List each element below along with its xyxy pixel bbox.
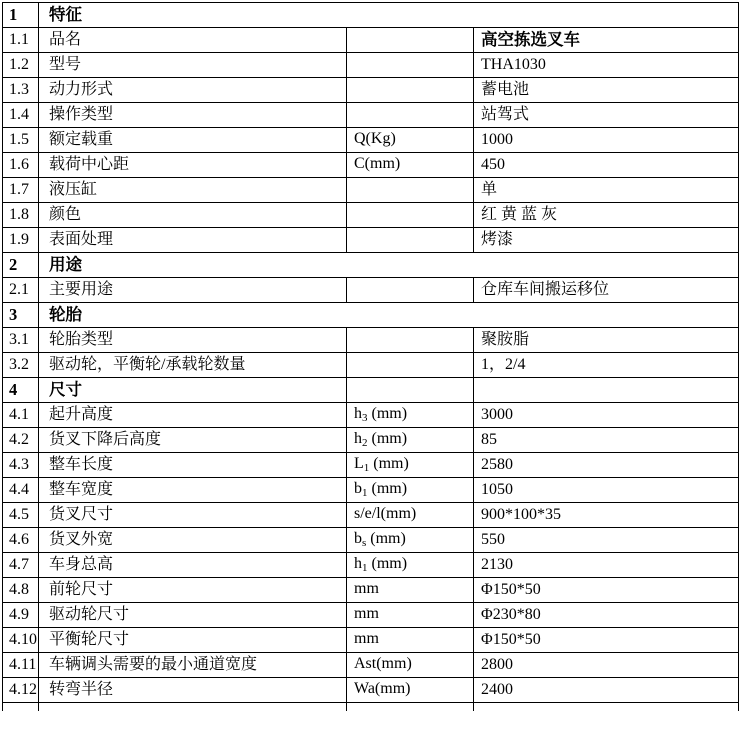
row-value-cell: 单 (474, 178, 739, 203)
row-symbol-cell (347, 553, 474, 578)
row-symbol-cell (347, 453, 474, 478)
row-number-cell: 4.2 (3, 428, 39, 453)
symbol-base: b (354, 530, 362, 547)
symbol-subscript: 1 (362, 487, 368, 499)
row-value-cell: 1，2/4 (474, 353, 739, 378)
table-row (3, 503, 739, 528)
symbol-base: mm (354, 630, 379, 647)
row-label-cell: 品名 (39, 28, 347, 53)
row-symbol-cell (347, 678, 474, 703)
spec-table (2, 2, 739, 711)
row-number-cell: 4.11 (3, 653, 39, 678)
row-symbol-cell (347, 603, 474, 628)
row-label-cell: 起升高度 (39, 403, 347, 428)
symbol-unit: (mm) (367, 555, 408, 572)
symbol-unit: (mm) (367, 405, 408, 422)
row-value-cell: 85 (474, 428, 739, 453)
row-symbol-cell (347, 503, 474, 528)
row-symbol-cell (347, 278, 474, 303)
row-value-cell: 聚胺脂 (474, 328, 739, 353)
row-value-cell: 1000 (474, 128, 739, 153)
row-label-cell: 整车宽度 (39, 478, 347, 503)
row-number-cell: 2 (3, 253, 39, 278)
empty-cell (474, 703, 739, 712)
row-label-cell: 型号 (39, 53, 347, 78)
row-number-cell: 1.7 (3, 178, 39, 203)
row-symbol-cell (347, 478, 474, 503)
table-row (3, 28, 739, 53)
spec-table-body (3, 3, 739, 712)
row-symbol-cell (347, 378, 474, 403)
row-label-cell: 动力形式 (39, 78, 347, 103)
row-number-cell: 1.9 (3, 228, 39, 253)
row-number-cell: 4.6 (3, 528, 39, 553)
table-row (3, 303, 739, 328)
table-row (3, 378, 739, 403)
table-row (3, 253, 739, 278)
empty-cell (347, 703, 474, 712)
empty-cell (3, 703, 39, 712)
row-symbol-cell (347, 653, 474, 678)
row-label-cell: 车辆调头需要的最小通道宽度 (39, 653, 347, 678)
row-number-cell: 2.1 (3, 278, 39, 303)
row-number-cell: 4.10 (3, 628, 39, 653)
row-label-cell: 额定载重 (39, 128, 347, 153)
row-symbol-cell (347, 178, 474, 203)
row-label-cell: 转弯半径 (39, 678, 347, 703)
row-symbol-cell (347, 78, 474, 103)
row-label-cell: 平衡轮尺寸 (39, 628, 347, 653)
row-value-cell: Φ150*50 (474, 578, 739, 603)
symbol-unit: (mm) (367, 430, 408, 447)
row-number-cell: 4 (3, 378, 39, 403)
row-symbol-cell (347, 228, 474, 253)
symbol-base: mm (354, 580, 379, 597)
table-row (3, 228, 739, 253)
row-value-cell: 蓄电池 (474, 78, 739, 103)
row-symbol-cell (347, 328, 474, 353)
empty-cell (39, 703, 347, 712)
symbol-base: h (354, 430, 362, 447)
row-number-cell: 1.2 (3, 53, 39, 78)
symbol-base: Ast(mm) (354, 655, 412, 672)
symbol-base: L (354, 455, 364, 472)
row-value-cell: 450 (474, 153, 739, 178)
row-label-cell: 轮胎类型 (39, 328, 347, 353)
table-row (3, 3, 739, 28)
row-value-cell: 红 黄 蓝 灰 (474, 203, 739, 228)
row-value-cell: 900*100*35 (474, 503, 739, 528)
row-symbol-cell (347, 28, 474, 53)
row-number-cell: 4.8 (3, 578, 39, 603)
symbol-base: C(mm) (354, 155, 401, 172)
row-number-cell: 4.3 (3, 453, 39, 478)
row-label-cell: 主要用途 (39, 278, 347, 303)
row-symbol-cell (347, 128, 474, 153)
symbol-unit: (mm) (369, 455, 409, 472)
row-value-cell: 高空拣选叉车 (474, 28, 739, 53)
row-symbol-cell (347, 628, 474, 653)
row-value-cell: Φ230*80 (474, 603, 739, 628)
symbol-unit: (mm) (366, 530, 406, 547)
table-row (3, 353, 739, 378)
table-row-partial (3, 703, 739, 712)
row-symbol-cell (347, 428, 474, 453)
row-label-cell: 驱动轮，平衡轮/承载轮数量 (39, 353, 347, 378)
row-number-cell: 4.1 (3, 403, 39, 428)
row-number-cell: 3 (3, 303, 39, 328)
table-row (3, 528, 739, 553)
row-number-cell: 1.1 (3, 28, 39, 53)
row-value-cell: 2130 (474, 553, 739, 578)
row-number-cell: 1.5 (3, 128, 39, 153)
row-label-cell: 货叉外宽 (39, 528, 347, 553)
table-row (3, 78, 739, 103)
symbol-base: Q(Kg) (354, 130, 396, 147)
table-row (3, 628, 739, 653)
row-label-cell: 液压缸 (39, 178, 347, 203)
row-number-cell: 3.2 (3, 353, 39, 378)
symbol-subscript: 1 (363, 462, 370, 474)
row-value-cell: 站驾式 (474, 103, 739, 128)
row-value-cell: 1050 (474, 478, 739, 503)
row-symbol-cell (347, 528, 474, 553)
row-value-cell (474, 378, 739, 403)
table-row (3, 603, 739, 628)
row-symbol-cell (347, 578, 474, 603)
row-number-cell: 1.8 (3, 203, 39, 228)
symbol-base: b (354, 480, 362, 497)
row-number-cell: 1.3 (3, 78, 39, 103)
row-number-cell: 4.7 (3, 553, 39, 578)
row-value-cell: 仓库车间搬运移位 (474, 278, 739, 303)
table-row (3, 553, 739, 578)
symbol-subscript: 2 (362, 437, 368, 449)
row-label-cell: 特征 (39, 3, 739, 28)
table-row (3, 128, 739, 153)
table-row (3, 653, 739, 678)
row-number-cell: 4.12 (3, 678, 39, 703)
row-label-cell: 货叉下降后高度 (39, 428, 347, 453)
symbol-base: s/e/l(mm) (354, 505, 417, 522)
row-symbol-cell (347, 153, 474, 178)
symbol-subscript: 3 (362, 412, 368, 424)
row-label-cell: 整车长度 (39, 453, 347, 478)
symbol-base: mm (354, 605, 379, 622)
row-label-cell: 载荷中心距 (39, 153, 347, 178)
table-row (3, 153, 739, 178)
row-symbol-cell (347, 203, 474, 228)
row-label-cell: 驱动轮尺寸 (39, 603, 347, 628)
table-row (3, 453, 739, 478)
row-number-cell: 4.9 (3, 603, 39, 628)
table-row (3, 428, 739, 453)
table-row (3, 53, 739, 78)
row-label-cell: 货叉尺寸 (39, 503, 347, 528)
row-value-cell: Φ150*50 (474, 628, 739, 653)
row-number-cell: 3.1 (3, 328, 39, 353)
row-symbol-cell (347, 403, 474, 428)
symbol-base: Wa(mm) (354, 680, 411, 697)
table-row (3, 203, 739, 228)
table-row (3, 478, 739, 503)
row-label-cell: 表面处理 (39, 228, 347, 253)
symbol-base: h (354, 555, 362, 572)
row-label-cell: 操作类型 (39, 103, 347, 128)
table-row (3, 278, 739, 303)
row-value-cell: 烤漆 (474, 228, 739, 253)
table-row (3, 578, 739, 603)
row-value-cell: 2400 (474, 678, 739, 703)
table-row (3, 328, 739, 353)
table-row (3, 403, 739, 428)
row-value-cell: 2580 (474, 453, 739, 478)
row-value-cell: 550 (474, 528, 739, 553)
row-number-cell: 1.4 (3, 103, 39, 128)
table-row (3, 103, 739, 128)
symbol-unit: (mm) (367, 480, 408, 497)
table-row (3, 678, 739, 703)
table-row (3, 178, 739, 203)
row-label-cell: 尺寸 (39, 378, 347, 403)
row-number-cell: 4.5 (3, 503, 39, 528)
row-label-cell: 前轮尺寸 (39, 578, 347, 603)
row-number-cell: 4.4 (3, 478, 39, 503)
symbol-subscript: s (362, 537, 367, 549)
row-number-cell: 1.6 (3, 153, 39, 178)
row-value-cell: THA1030 (474, 53, 739, 78)
row-label-cell: 用途 (39, 253, 739, 278)
row-symbol-cell (347, 53, 474, 78)
row-value-cell: 2800 (474, 653, 739, 678)
row-symbol-cell (347, 353, 474, 378)
row-label-cell: 轮胎 (39, 303, 739, 328)
symbol-subscript: 1 (362, 562, 368, 574)
row-label-cell: 车身总高 (39, 553, 347, 578)
row-number-cell: 1 (3, 3, 39, 28)
symbol-base: h (354, 405, 362, 422)
row-label-cell: 颜色 (39, 203, 347, 228)
row-symbol-cell (347, 103, 474, 128)
row-value-cell: 3000 (474, 403, 739, 428)
